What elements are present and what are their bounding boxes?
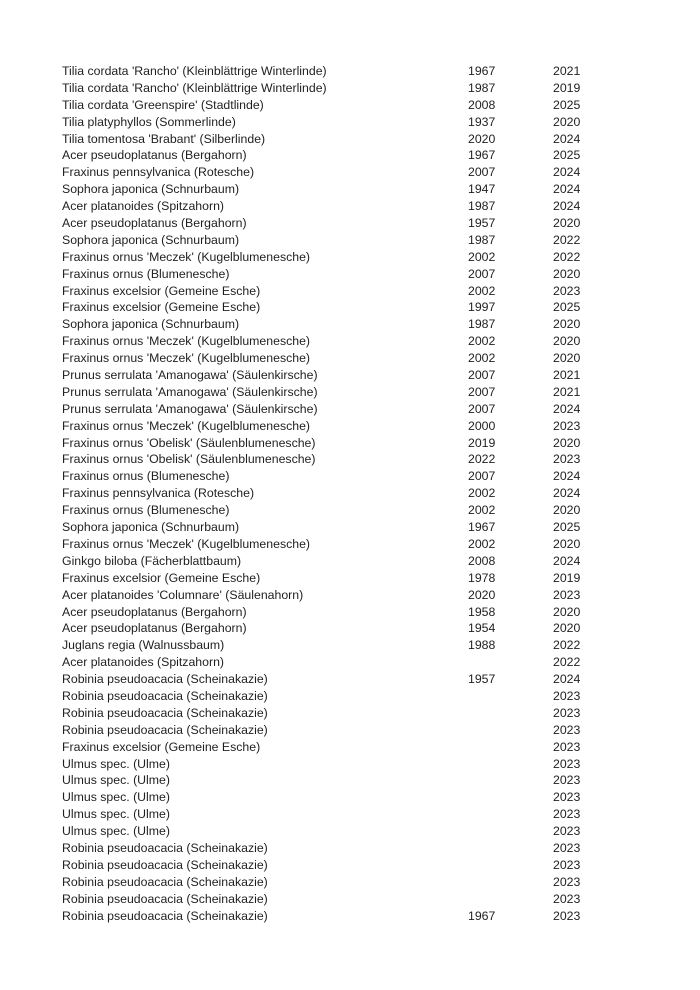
tree-name-cell: Robinia pseudoacacia (Scheinakazie)	[62, 857, 268, 872]
tree-name-cell: Acer platanoides 'Columnare' (Säulenahorn)	[62, 587, 304, 602]
table-row	[62, 164, 640, 181]
tree-name-cell: Fraxinus excelsior (Gemeine Esche)	[62, 570, 261, 585]
table-row	[62, 249, 640, 266]
record-year-cell: 2025	[553, 148, 581, 163]
record-year-cell: 2020	[553, 604, 581, 619]
tree-name-cell: Fraxinus ornus 'Meczek' (Kugelblumenesche)	[62, 536, 311, 551]
table-row	[62, 688, 640, 705]
tree-name-cell: Fraxinus ornus (Blumenesche)	[62, 469, 230, 484]
tree-name-cell: Fraxinus pennsylvanica (Rotesche)	[62, 486, 255, 501]
table-row	[62, 604, 640, 621]
planting-year-cell: 2002	[468, 503, 496, 518]
planting-year-cell: 2008	[468, 553, 496, 568]
tree-name-cell: Fraxinus ornus 'Meczek' (Kugelblumenesche)	[62, 351, 311, 366]
tree-name-cell: Robinia pseudoacacia (Scheinakazie)	[62, 840, 268, 855]
record-year-cell: 2020	[553, 216, 581, 231]
tree-name-cell: Sophora japonica (Schnurbaum)	[62, 182, 240, 197]
record-year-cell: 2023	[553, 790, 581, 805]
tree-name-cell: Robinia pseudoacacia (Scheinakazie)	[62, 891, 268, 906]
tree-name-cell: Prunus serrulata 'Amanogawa' (Säulenkirsche)	[62, 368, 318, 383]
table-row	[62, 772, 640, 789]
tree-name-cell: Robinia pseudoacacia (Scheinakazie)	[62, 705, 268, 720]
record-year-cell: 2023	[553, 688, 581, 703]
tree-name-cell: Tilia tomentosa 'Brabant' (Silberlinde)	[62, 131, 266, 146]
tree-name-cell: Tilia cordata 'Rancho' (Kleinblättrige Winterlinde)	[62, 80, 327, 95]
table-row	[62, 215, 640, 232]
record-year-cell: 2023	[553, 587, 581, 602]
tree-name-cell: Fraxinus ornus (Blumenesche)	[62, 266, 230, 281]
table-row	[62, 418, 640, 435]
table-row	[62, 789, 640, 806]
planting-year-cell: 2007	[468, 266, 496, 281]
table-row	[62, 97, 640, 114]
planting-year-cell: 1967	[468, 908, 496, 923]
record-year-cell: 2023	[553, 739, 581, 754]
record-year-cell: 2021	[553, 368, 581, 383]
tree-name-cell: Fraxinus pennsylvanica (Rotesche)	[62, 165, 255, 180]
table-row	[62, 739, 640, 756]
tree-name-cell: Ulmus spec. (Ulme)	[62, 756, 170, 771]
tree-name-cell: Fraxinus ornus 'Meczek' (Kugelblumenesche)	[62, 334, 311, 349]
planting-year-cell: 2008	[468, 97, 496, 112]
record-year-cell: 2023	[553, 705, 581, 720]
record-year-cell: 2024	[553, 199, 581, 214]
planting-year-cell: 2007	[468, 165, 496, 180]
record-year-cell: 2024	[553, 131, 581, 146]
planting-year-cell: 1987	[468, 199, 496, 214]
record-year-cell: 2023	[553, 807, 581, 822]
planting-year-cell: 1967	[468, 520, 496, 535]
table-row	[62, 519, 640, 536]
record-year-cell: 2025	[553, 520, 581, 535]
tree-name-cell: Robinia pseudoacacia (Scheinakazie)	[62, 672, 268, 687]
record-year-cell: 2023	[553, 840, 581, 855]
tree-name-cell: Fraxinus ornus 'Obelisk' (Säulenblumenesche)	[62, 452, 316, 467]
tree-name-cell: Ulmus spec. (Ulme)	[62, 773, 170, 788]
record-year-cell: 2024	[553, 401, 581, 416]
tree-name-cell: Robinia pseudoacacia (Scheinakazie)	[62, 874, 268, 889]
table-row	[62, 232, 640, 249]
planting-year-cell: 2007	[468, 401, 496, 416]
tree-name-cell: Fraxinus ornus 'Meczek' (Kugelblumenesche)	[62, 418, 311, 433]
record-year-cell: 2022	[553, 249, 581, 264]
record-year-cell: 2022	[553, 655, 581, 670]
table-row	[62, 756, 640, 773]
table-row	[62, 147, 640, 164]
tree-name-cell: Prunus serrulata 'Amanogawa' (Säulenkirsche)	[62, 384, 318, 399]
tree-name-cell: Fraxinus excelsior (Gemeine Esche)	[62, 283, 261, 298]
table-row	[62, 367, 640, 384]
table-row	[62, 451, 640, 468]
tree-name-cell: Acer platanoides (Spitzahorn)	[62, 199, 224, 214]
tree-name-cell: Juglans regia (Walnussbaum)	[62, 638, 225, 653]
tree-name-cell: Tilia cordata 'Rancho' (Kleinblättrige Winterlinde)	[62, 64, 327, 78]
tree-name-cell: Sophora japonica (Schnurbaum)	[62, 317, 240, 332]
tree-name-cell: Prunus serrulata 'Amanogawa' (Säulenkirsche)	[62, 401, 318, 416]
tree-name-cell: Robinia pseudoacacia (Scheinakazie)	[62, 722, 268, 737]
table-row	[62, 435, 640, 452]
record-year-cell: 2024	[553, 165, 581, 180]
planting-year-cell: 1967	[468, 148, 496, 163]
table-row	[62, 587, 640, 604]
planting-year-cell: 2002	[468, 486, 496, 501]
table-row	[62, 350, 640, 367]
planting-year-cell: 2020	[468, 131, 496, 146]
table-row	[62, 570, 640, 587]
table-row	[62, 198, 640, 215]
record-year-cell: 2024	[553, 672, 581, 687]
planting-year-cell: 1987	[468, 80, 496, 95]
table-row	[62, 620, 640, 637]
table-row	[62, 654, 640, 671]
table-row	[62, 637, 640, 654]
planting-year-cell: 2002	[468, 334, 496, 349]
tree-name-cell: Ulmus spec. (Ulme)	[62, 790, 170, 805]
record-year-cell: 2023	[553, 824, 581, 839]
planting-year-cell: 1937	[468, 114, 496, 129]
record-year-cell: 2020	[553, 435, 581, 450]
record-year-cell: 2020	[553, 503, 581, 518]
table-row	[62, 131, 640, 148]
table-row	[62, 63, 640, 80]
table-row	[62, 316, 640, 333]
tree-name-cell: Robinia pseudoacacia (Scheinakazie)	[62, 688, 268, 703]
table-row	[62, 891, 640, 908]
table-row	[62, 671, 640, 688]
record-year-cell: 2023	[553, 283, 581, 298]
record-year-cell: 2020	[553, 317, 581, 332]
table-row	[62, 857, 640, 874]
record-year-cell: 2020	[553, 621, 581, 636]
planting-year-cell: 2019	[468, 435, 496, 450]
tree-name-cell: Ulmus spec. (Ulme)	[62, 824, 170, 839]
tree-name-cell: Acer pseudoplatanus (Bergahorn)	[62, 216, 247, 231]
record-year-cell: 2020	[553, 536, 581, 551]
record-year-cell: 2024	[553, 486, 581, 501]
table-row	[62, 80, 640, 97]
table-row	[62, 401, 640, 418]
tree-name-cell: Fraxinus ornus 'Meczek' (Kugelblumenesche)	[62, 249, 311, 264]
planting-year-cell: 1947	[468, 182, 496, 197]
planting-year-cell: 1967	[468, 64, 496, 78]
tree-name-cell: Acer platanoides (Spitzahorn)	[62, 655, 224, 670]
record-year-cell: 2024	[553, 182, 581, 197]
table-row	[62, 722, 640, 739]
record-year-cell: 2020	[553, 266, 581, 281]
tree-name-cell: Sophora japonica (Schnurbaum)	[62, 520, 240, 535]
planting-year-cell: 1988	[468, 638, 496, 653]
table-row	[62, 823, 640, 840]
planting-year-cell: 1957	[468, 672, 496, 687]
tree-name-cell: Fraxinus ornus (Blumenesche)	[62, 503, 230, 518]
record-year-cell: 2023	[553, 722, 581, 737]
record-year-cell: 2025	[553, 300, 581, 315]
tree-name-cell: Robinia pseudoacacia (Scheinakazie)	[62, 908, 268, 923]
record-year-cell: 2022	[553, 638, 581, 653]
tree-name-cell: Acer pseudoplatanus (Bergahorn)	[62, 148, 247, 163]
planting-year-cell: 2007	[468, 368, 496, 383]
planting-year-cell: 2002	[468, 351, 496, 366]
table-row	[62, 266, 640, 283]
table-row	[62, 502, 640, 519]
planting-year-cell: 2002	[468, 536, 496, 551]
tree-name-cell: Fraxinus ornus 'Obelisk' (Säulenblumenesche)	[62, 435, 316, 450]
tree-name-cell: Ulmus spec. (Ulme)	[62, 807, 170, 822]
record-year-cell: 2023	[553, 874, 581, 889]
record-year-cell: 2024	[553, 469, 581, 484]
planting-year-cell: 2007	[468, 469, 496, 484]
tree-name-cell: Acer pseudoplatanus (Bergahorn)	[62, 621, 247, 636]
tree-name-cell: Ginkgo biloba (Fächerblattbaum)	[62, 553, 242, 568]
table-row	[62, 181, 640, 198]
record-year-cell: 2022	[553, 232, 581, 247]
planting-year-cell: 1958	[468, 604, 496, 619]
tree-name-cell: Fraxinus excelsior (Gemeine Esche)	[62, 739, 261, 754]
record-year-cell: 2020	[553, 351, 581, 366]
table-row	[62, 114, 640, 131]
table-row	[62, 840, 640, 857]
record-year-cell: 2019	[553, 570, 581, 585]
record-year-cell: 2023	[553, 891, 581, 906]
record-year-cell: 2025	[553, 97, 581, 112]
table-row	[62, 333, 640, 350]
record-year-cell: 2020	[553, 334, 581, 349]
tree-name-cell: Tilia platyphyllos (Sommerlinde)	[62, 114, 236, 129]
planting-year-cell: 1978	[468, 570, 496, 585]
record-year-cell: 2021	[553, 64, 581, 78]
planting-year-cell: 2020	[468, 587, 496, 602]
planting-year-cell: 2002	[468, 283, 496, 298]
tree-name-cell: Tilia cordata 'Greenspire' (Stadtlinde)	[62, 97, 264, 112]
planting-year-cell: 2007	[468, 384, 496, 399]
tree-name-cell: Fraxinus excelsior (Gemeine Esche)	[62, 300, 261, 315]
table-row	[62, 806, 640, 823]
record-year-cell: 2023	[553, 452, 581, 467]
record-year-cell: 2019	[553, 80, 581, 95]
planting-year-cell: 1957	[468, 216, 496, 231]
table-row	[62, 874, 640, 891]
planting-year-cell: 2002	[468, 249, 496, 264]
record-year-cell: 2023	[553, 773, 581, 788]
table-row	[62, 553, 640, 570]
table-row	[62, 468, 640, 485]
record-year-cell: 2020	[553, 114, 581, 129]
record-year-cell: 2023	[553, 857, 581, 872]
record-year-cell: 2023	[553, 418, 581, 433]
tree-list-table	[62, 63, 640, 924]
tree-name-cell: Acer pseudoplatanus (Bergahorn)	[62, 604, 247, 619]
table-row	[62, 536, 640, 553]
planting-year-cell: 1954	[468, 621, 496, 636]
planting-year-cell: 2000	[468, 418, 496, 433]
table-row	[62, 908, 640, 925]
table-row	[62, 384, 640, 401]
planting-year-cell: 1987	[468, 317, 496, 332]
table-row	[62, 705, 640, 722]
tree-name-cell: Sophora japonica (Schnurbaum)	[62, 232, 240, 247]
record-year-cell: 2021	[553, 384, 581, 399]
planting-year-cell: 2022	[468, 452, 496, 467]
record-year-cell: 2023	[553, 908, 581, 923]
planting-year-cell: 1987	[468, 232, 496, 247]
record-year-cell: 2023	[553, 756, 581, 771]
table-row	[62, 283, 640, 300]
table-row	[62, 485, 640, 502]
table-row	[62, 299, 640, 316]
planting-year-cell: 1997	[468, 300, 496, 315]
record-year-cell: 2024	[553, 553, 581, 568]
